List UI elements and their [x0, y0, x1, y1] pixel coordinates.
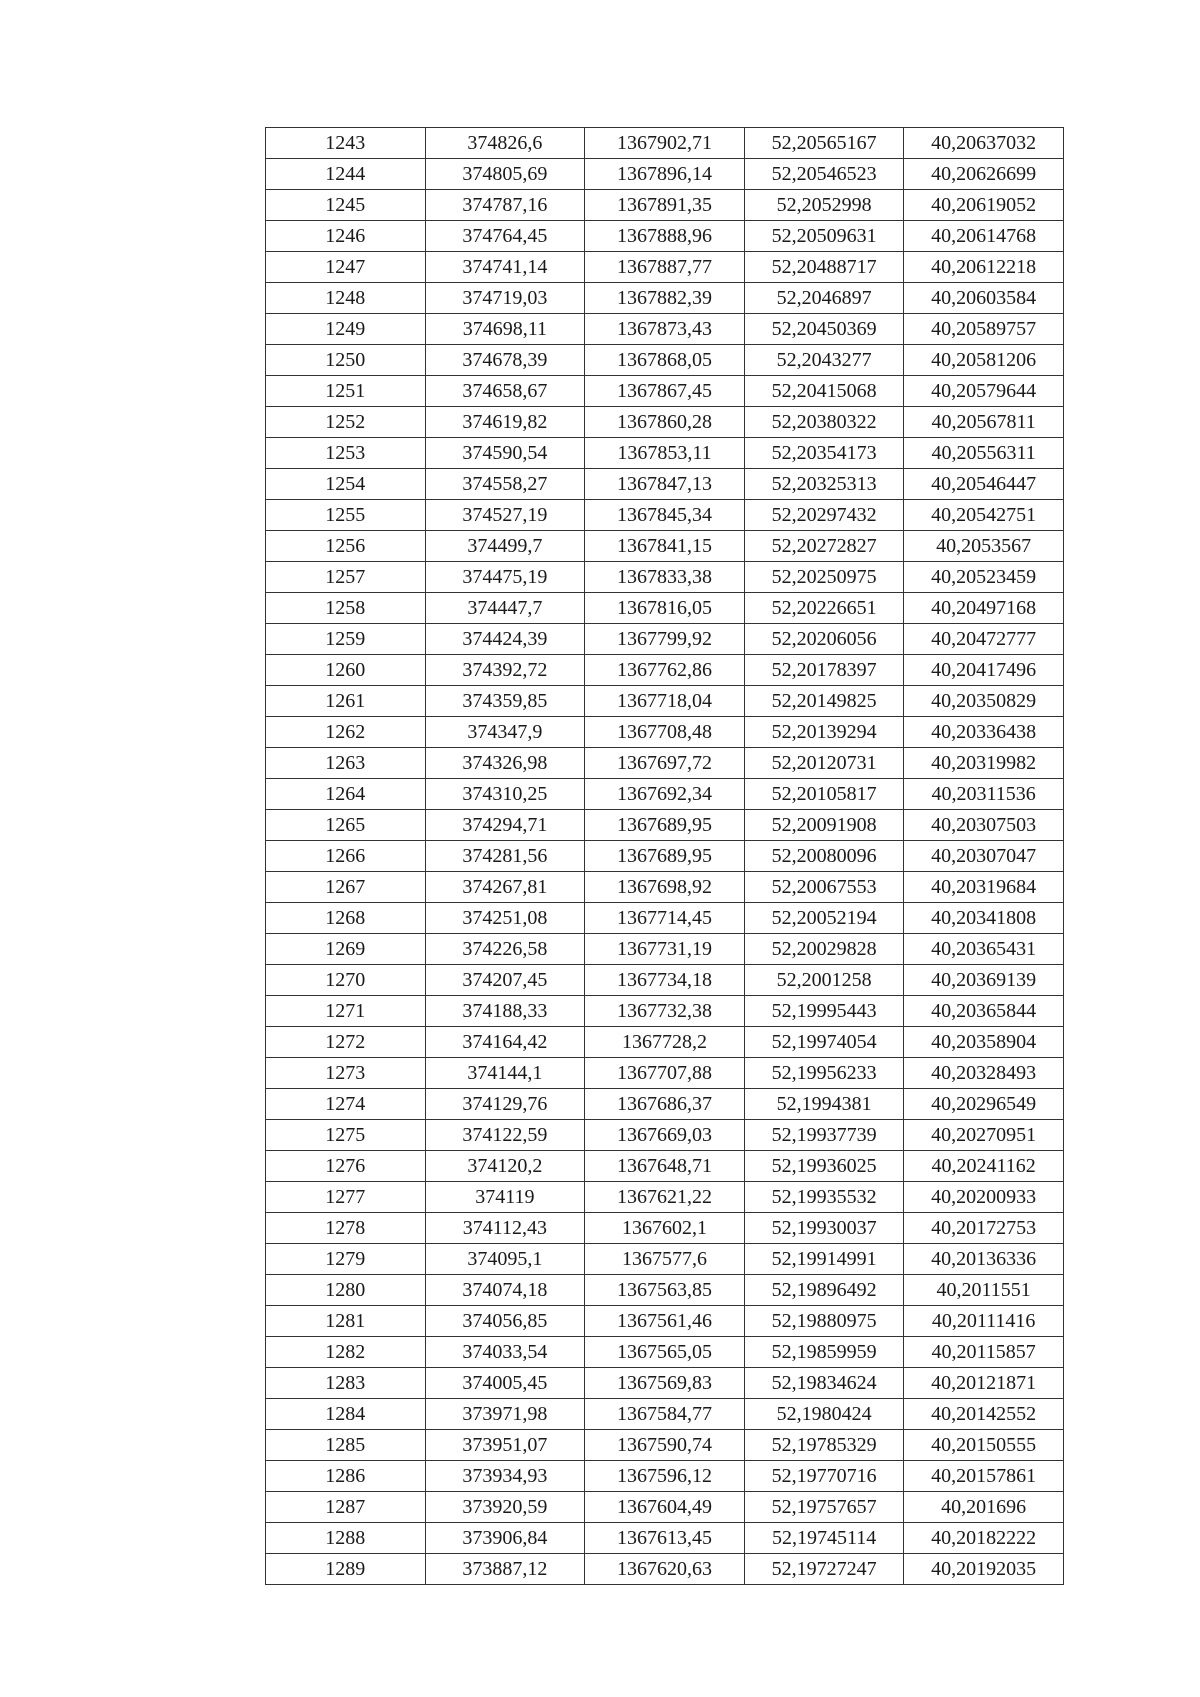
point-number-cell: 1280	[266, 1275, 426, 1306]
point-number-cell: 1289	[266, 1554, 426, 1585]
x-coordinate-cell: 374251,08	[425, 903, 585, 934]
latitude-cell: 52,20415068	[744, 376, 904, 407]
y-coordinate-cell: 1367620,63	[585, 1554, 745, 1585]
y-coordinate-cell: 1367621,22	[585, 1182, 745, 1213]
y-coordinate-cell: 1367734,18	[585, 965, 745, 996]
x-coordinate-cell: 374805,69	[425, 159, 585, 190]
latitude-cell: 52,19936025	[744, 1151, 904, 1182]
longitude-cell: 40,20241162	[904, 1151, 1064, 1182]
latitude-cell: 52,20178397	[744, 655, 904, 686]
table-row	[266, 655, 1064, 686]
point-number-cell: 1260	[266, 655, 426, 686]
point-number-cell: 1252	[266, 407, 426, 438]
longitude-cell: 40,20358904	[904, 1027, 1064, 1058]
x-coordinate-cell: 373951,07	[425, 1430, 585, 1461]
point-number-cell: 1257	[266, 562, 426, 593]
point-number-cell: 1287	[266, 1492, 426, 1523]
table-row	[266, 1306, 1064, 1337]
x-coordinate-cell: 374207,45	[425, 965, 585, 996]
latitude-cell: 52,2046897	[744, 283, 904, 314]
table-row	[266, 314, 1064, 345]
x-coordinate-cell: 374267,81	[425, 872, 585, 903]
y-coordinate-cell: 1367833,38	[585, 562, 745, 593]
latitude-cell: 52,20080096	[744, 841, 904, 872]
point-number-cell: 1272	[266, 1027, 426, 1058]
latitude-cell: 52,20105817	[744, 779, 904, 810]
longitude-cell: 40,20523459	[904, 562, 1064, 593]
longitude-cell: 40,20136336	[904, 1244, 1064, 1275]
x-coordinate-cell: 374698,11	[425, 314, 585, 345]
x-coordinate-cell: 373971,98	[425, 1399, 585, 1430]
longitude-cell: 40,20612218	[904, 252, 1064, 283]
x-coordinate-cell: 374424,39	[425, 624, 585, 655]
latitude-cell: 52,20206056	[744, 624, 904, 655]
y-coordinate-cell: 1367847,13	[585, 469, 745, 500]
table-row	[266, 903, 1064, 934]
table-row	[266, 1399, 1064, 1430]
x-coordinate-cell: 373906,84	[425, 1523, 585, 1554]
y-coordinate-cell: 1367602,1	[585, 1213, 745, 1244]
point-number-cell: 1256	[266, 531, 426, 562]
latitude-cell: 52,2001258	[744, 965, 904, 996]
latitude-cell: 52,20325313	[744, 469, 904, 500]
table-row	[266, 159, 1064, 190]
longitude-cell: 40,20637032	[904, 128, 1064, 159]
table-row	[266, 996, 1064, 1027]
longitude-cell: 40,20472777	[904, 624, 1064, 655]
table-row	[266, 686, 1064, 717]
longitude-cell: 40,20311536	[904, 779, 1064, 810]
point-number-cell: 1265	[266, 810, 426, 841]
table-row	[266, 1058, 1064, 1089]
latitude-cell: 52,19935532	[744, 1182, 904, 1213]
latitude-cell: 52,19770716	[744, 1461, 904, 1492]
latitude-cell: 52,19880975	[744, 1306, 904, 1337]
x-coordinate-cell: 374033,54	[425, 1337, 585, 1368]
table-row	[266, 221, 1064, 252]
point-number-cell: 1274	[266, 1089, 426, 1120]
x-coordinate-cell: 374326,98	[425, 748, 585, 779]
table-row	[266, 1461, 1064, 1492]
y-coordinate-cell: 1367590,74	[585, 1430, 745, 1461]
longitude-cell: 40,2011551	[904, 1275, 1064, 1306]
table-row	[266, 779, 1064, 810]
point-number-cell: 1275	[266, 1120, 426, 1151]
y-coordinate-cell: 1367697,72	[585, 748, 745, 779]
longitude-cell: 40,20369139	[904, 965, 1064, 996]
table-row	[266, 965, 1064, 996]
latitude-cell: 52,19859959	[744, 1337, 904, 1368]
y-coordinate-cell: 1367565,05	[585, 1337, 745, 1368]
point-number-cell: 1253	[266, 438, 426, 469]
latitude-cell: 52,20139294	[744, 717, 904, 748]
longitude-cell: 40,20619052	[904, 190, 1064, 221]
latitude-cell: 52,2043277	[744, 345, 904, 376]
y-coordinate-cell: 1367718,04	[585, 686, 745, 717]
table-row	[266, 1554, 1064, 1585]
y-coordinate-cell: 1367577,6	[585, 1244, 745, 1275]
longitude-cell: 40,20115857	[904, 1337, 1064, 1368]
table-row	[266, 872, 1064, 903]
y-coordinate-cell: 1367891,35	[585, 190, 745, 221]
latitude-cell: 52,20120731	[744, 748, 904, 779]
x-coordinate-cell: 374119	[425, 1182, 585, 1213]
longitude-cell: 40,20319684	[904, 872, 1064, 903]
x-coordinate-cell: 373934,93	[425, 1461, 585, 1492]
x-coordinate-cell: 374719,03	[425, 283, 585, 314]
table-row	[266, 1275, 1064, 1306]
x-coordinate-cell: 374074,18	[425, 1275, 585, 1306]
table-row	[266, 407, 1064, 438]
x-coordinate-cell: 374359,85	[425, 686, 585, 717]
x-coordinate-cell: 374678,39	[425, 345, 585, 376]
x-coordinate-cell: 374294,71	[425, 810, 585, 841]
point-number-cell: 1247	[266, 252, 426, 283]
point-number-cell: 1269	[266, 934, 426, 965]
longitude-cell: 40,20121871	[904, 1368, 1064, 1399]
table-row	[266, 593, 1064, 624]
latitude-cell: 52,20488717	[744, 252, 904, 283]
x-coordinate-cell: 374095,1	[425, 1244, 585, 1275]
table-row	[266, 841, 1064, 872]
x-coordinate-cell: 374826,6	[425, 128, 585, 159]
latitude-cell: 52,20052194	[744, 903, 904, 934]
longitude-cell: 40,20567811	[904, 407, 1064, 438]
table-row	[266, 1027, 1064, 1058]
x-coordinate-cell: 374129,76	[425, 1089, 585, 1120]
y-coordinate-cell: 1367762,86	[585, 655, 745, 686]
table-row	[266, 748, 1064, 779]
table-row	[266, 1430, 1064, 1461]
longitude-cell: 40,20200933	[904, 1182, 1064, 1213]
longitude-cell: 40,20182222	[904, 1523, 1064, 1554]
longitude-cell: 40,20307503	[904, 810, 1064, 841]
point-number-cell: 1245	[266, 190, 426, 221]
longitude-cell: 40,20172753	[904, 1213, 1064, 1244]
latitude-cell: 52,19785329	[744, 1430, 904, 1461]
point-number-cell: 1251	[266, 376, 426, 407]
y-coordinate-cell: 1367868,05	[585, 345, 745, 376]
x-coordinate-cell: 374590,54	[425, 438, 585, 469]
table-row	[266, 376, 1064, 407]
x-coordinate-cell: 374392,72	[425, 655, 585, 686]
y-coordinate-cell: 1367569,83	[585, 1368, 745, 1399]
y-coordinate-cell: 1367686,37	[585, 1089, 745, 1120]
y-coordinate-cell: 1367604,49	[585, 1492, 745, 1523]
y-coordinate-cell: 1367867,45	[585, 376, 745, 407]
latitude-cell: 52,1980424	[744, 1399, 904, 1430]
x-coordinate-cell: 374281,56	[425, 841, 585, 872]
y-coordinate-cell: 1367692,34	[585, 779, 745, 810]
point-number-cell: 1282	[266, 1337, 426, 1368]
table-row	[266, 1337, 1064, 1368]
y-coordinate-cell: 1367896,14	[585, 159, 745, 190]
table-row	[266, 1213, 1064, 1244]
latitude-cell: 52,20354173	[744, 438, 904, 469]
y-coordinate-cell: 1367563,85	[585, 1275, 745, 1306]
x-coordinate-cell: 374112,43	[425, 1213, 585, 1244]
point-number-cell: 1249	[266, 314, 426, 345]
y-coordinate-cell: 1367853,11	[585, 438, 745, 469]
table-row	[266, 1368, 1064, 1399]
x-coordinate-cell: 374527,19	[425, 500, 585, 531]
longitude-cell: 40,20192035	[904, 1554, 1064, 1585]
y-coordinate-cell: 1367882,39	[585, 283, 745, 314]
point-number-cell: 1243	[266, 128, 426, 159]
point-number-cell: 1267	[266, 872, 426, 903]
point-number-cell: 1283	[266, 1368, 426, 1399]
point-number-cell: 1255	[266, 500, 426, 531]
point-number-cell: 1261	[266, 686, 426, 717]
point-number-cell: 1278	[266, 1213, 426, 1244]
x-coordinate-cell: 373887,12	[425, 1554, 585, 1585]
x-coordinate-cell: 374658,67	[425, 376, 585, 407]
y-coordinate-cell: 1367728,2	[585, 1027, 745, 1058]
x-coordinate-cell: 374164,42	[425, 1027, 585, 1058]
longitude-cell: 40,20556311	[904, 438, 1064, 469]
longitude-cell: 40,20319982	[904, 748, 1064, 779]
y-coordinate-cell: 1367841,15	[585, 531, 745, 562]
latitude-cell: 52,19745114	[744, 1523, 904, 1554]
point-number-cell: 1262	[266, 717, 426, 748]
latitude-cell: 52,19757657	[744, 1492, 904, 1523]
point-number-cell: 1288	[266, 1523, 426, 1554]
table-row	[266, 934, 1064, 965]
y-coordinate-cell: 1367860,28	[585, 407, 745, 438]
x-coordinate-cell: 373920,59	[425, 1492, 585, 1523]
x-coordinate-cell: 374741,14	[425, 252, 585, 283]
latitude-cell: 52,20380322	[744, 407, 904, 438]
table-row	[266, 438, 1064, 469]
coordinates-table-body	[266, 128, 1064, 1585]
y-coordinate-cell: 1367708,48	[585, 717, 745, 748]
longitude-cell: 40,20417496	[904, 655, 1064, 686]
latitude-cell: 52,19914991	[744, 1244, 904, 1275]
latitude-cell: 52,19834624	[744, 1368, 904, 1399]
y-coordinate-cell: 1367816,05	[585, 593, 745, 624]
longitude-cell: 40,20296549	[904, 1089, 1064, 1120]
x-coordinate-cell: 374787,16	[425, 190, 585, 221]
latitude-cell: 52,20067553	[744, 872, 904, 903]
longitude-cell: 40,20546447	[904, 469, 1064, 500]
longitude-cell: 40,20614768	[904, 221, 1064, 252]
longitude-cell: 40,20579644	[904, 376, 1064, 407]
x-coordinate-cell: 374447,7	[425, 593, 585, 624]
y-coordinate-cell: 1367689,95	[585, 810, 745, 841]
table-row	[266, 500, 1064, 531]
latitude-cell: 52,1994381	[744, 1089, 904, 1120]
latitude-cell: 52,19995443	[744, 996, 904, 1027]
x-coordinate-cell: 374120,2	[425, 1151, 585, 1182]
y-coordinate-cell: 1367731,19	[585, 934, 745, 965]
latitude-cell: 52,2052998	[744, 190, 904, 221]
longitude-cell: 40,20341808	[904, 903, 1064, 934]
y-coordinate-cell: 1367732,38	[585, 996, 745, 1027]
point-number-cell: 1284	[266, 1399, 426, 1430]
table-row	[266, 531, 1064, 562]
latitude-cell: 52,20272827	[744, 531, 904, 562]
longitude-cell: 40,20365431	[904, 934, 1064, 965]
latitude-cell: 52,20091908	[744, 810, 904, 841]
point-number-cell: 1277	[266, 1182, 426, 1213]
latitude-cell: 52,19930037	[744, 1213, 904, 1244]
point-number-cell: 1281	[266, 1306, 426, 1337]
longitude-cell: 40,20626699	[904, 159, 1064, 190]
table-row	[266, 562, 1064, 593]
latitude-cell: 52,20565167	[744, 128, 904, 159]
table-row	[266, 810, 1064, 841]
point-number-cell: 1254	[266, 469, 426, 500]
longitude-cell: 40,20307047	[904, 841, 1064, 872]
table-row	[266, 1089, 1064, 1120]
y-coordinate-cell: 1367698,92	[585, 872, 745, 903]
point-number-cell: 1244	[266, 159, 426, 190]
longitude-cell: 40,20365844	[904, 996, 1064, 1027]
x-coordinate-cell: 374558,27	[425, 469, 585, 500]
table-row	[266, 1120, 1064, 1151]
table-row	[266, 1492, 1064, 1523]
x-coordinate-cell: 374619,82	[425, 407, 585, 438]
longitude-cell: 40,20542751	[904, 500, 1064, 531]
longitude-cell: 40,20497168	[904, 593, 1064, 624]
table-row	[266, 717, 1064, 748]
table-row	[266, 190, 1064, 221]
longitude-cell: 40,20270951	[904, 1120, 1064, 1151]
longitude-cell: 40,201696	[904, 1492, 1064, 1523]
y-coordinate-cell: 1367707,88	[585, 1058, 745, 1089]
longitude-cell: 40,20157861	[904, 1461, 1064, 1492]
x-coordinate-cell: 374144,1	[425, 1058, 585, 1089]
y-coordinate-cell: 1367902,71	[585, 128, 745, 159]
latitude-cell: 52,19956233	[744, 1058, 904, 1089]
table-row	[266, 1151, 1064, 1182]
table-row	[266, 128, 1064, 159]
y-coordinate-cell: 1367887,77	[585, 252, 745, 283]
latitude-cell: 52,20250975	[744, 562, 904, 593]
point-number-cell: 1246	[266, 221, 426, 252]
x-coordinate-cell: 374005,45	[425, 1368, 585, 1399]
point-number-cell: 1276	[266, 1151, 426, 1182]
point-number-cell: 1273	[266, 1058, 426, 1089]
point-number-cell: 1263	[266, 748, 426, 779]
point-number-cell: 1286	[266, 1461, 426, 1492]
longitude-cell: 40,20350829	[904, 686, 1064, 717]
table-row	[266, 469, 1064, 500]
longitude-cell: 40,20150555	[904, 1430, 1064, 1461]
point-number-cell: 1279	[266, 1244, 426, 1275]
latitude-cell: 52,19896492	[744, 1275, 904, 1306]
x-coordinate-cell: 374764,45	[425, 221, 585, 252]
y-coordinate-cell: 1367714,45	[585, 903, 745, 934]
x-coordinate-cell: 374188,33	[425, 996, 585, 1027]
y-coordinate-cell: 1367845,34	[585, 500, 745, 531]
longitude-cell: 40,20111416	[904, 1306, 1064, 1337]
x-coordinate-cell: 374122,59	[425, 1120, 585, 1151]
point-number-cell: 1264	[266, 779, 426, 810]
y-coordinate-cell: 1367613,45	[585, 1523, 745, 1554]
longitude-cell: 40,20336438	[904, 717, 1064, 748]
x-coordinate-cell: 374475,19	[425, 562, 585, 593]
table-row	[266, 252, 1064, 283]
point-number-cell: 1268	[266, 903, 426, 934]
coordinates-table	[265, 127, 1064, 1585]
table-row	[266, 1182, 1064, 1213]
longitude-cell: 40,20328493	[904, 1058, 1064, 1089]
latitude-cell: 52,20450369	[744, 314, 904, 345]
point-number-cell: 1285	[266, 1430, 426, 1461]
x-coordinate-cell: 374226,58	[425, 934, 585, 965]
latitude-cell: 52,20546523	[744, 159, 904, 190]
x-coordinate-cell: 374310,25	[425, 779, 585, 810]
point-number-cell: 1248	[266, 283, 426, 314]
latitude-cell: 52,20149825	[744, 686, 904, 717]
point-number-cell: 1271	[266, 996, 426, 1027]
y-coordinate-cell: 1367888,96	[585, 221, 745, 252]
longitude-cell: 40,20581206	[904, 345, 1064, 376]
latitude-cell: 52,20029828	[744, 934, 904, 965]
table-row	[266, 624, 1064, 655]
table-row	[266, 345, 1064, 376]
latitude-cell: 52,19937739	[744, 1120, 904, 1151]
x-coordinate-cell: 374347,9	[425, 717, 585, 748]
latitude-cell: 52,20297432	[744, 500, 904, 531]
point-number-cell: 1259	[266, 624, 426, 655]
point-number-cell: 1258	[266, 593, 426, 624]
longitude-cell: 40,20603584	[904, 283, 1064, 314]
longitude-cell: 40,2053567	[904, 531, 1064, 562]
latitude-cell: 52,20509631	[744, 221, 904, 252]
y-coordinate-cell: 1367648,71	[585, 1151, 745, 1182]
y-coordinate-cell: 1367596,12	[585, 1461, 745, 1492]
latitude-cell: 52,19727247	[744, 1554, 904, 1585]
x-coordinate-cell: 374056,85	[425, 1306, 585, 1337]
longitude-cell: 40,20589757	[904, 314, 1064, 345]
table-row	[266, 1523, 1064, 1554]
y-coordinate-cell: 1367561,46	[585, 1306, 745, 1337]
y-coordinate-cell: 1367689,95	[585, 841, 745, 872]
x-coordinate-cell: 374499,7	[425, 531, 585, 562]
point-number-cell: 1250	[266, 345, 426, 376]
y-coordinate-cell: 1367799,92	[585, 624, 745, 655]
point-number-cell: 1266	[266, 841, 426, 872]
y-coordinate-cell: 1367873,43	[585, 314, 745, 345]
latitude-cell: 52,19974054	[744, 1027, 904, 1058]
longitude-cell: 40,20142552	[904, 1399, 1064, 1430]
latitude-cell: 52,20226651	[744, 593, 904, 624]
y-coordinate-cell: 1367669,03	[585, 1120, 745, 1151]
y-coordinate-cell: 1367584,77	[585, 1399, 745, 1430]
table-row	[266, 1244, 1064, 1275]
table-row	[266, 283, 1064, 314]
point-number-cell: 1270	[266, 965, 426, 996]
